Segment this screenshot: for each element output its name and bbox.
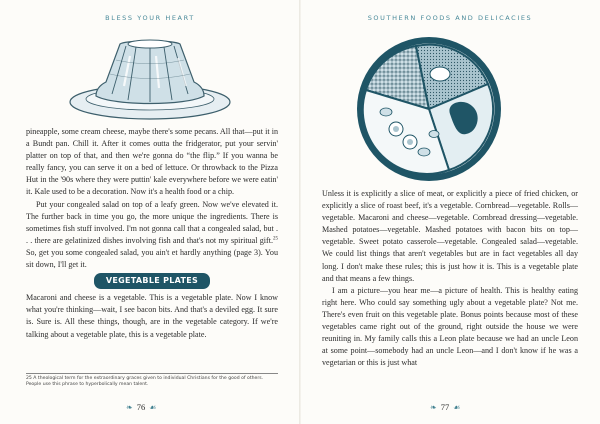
section-heading: VEGETABLE PLATES xyxy=(94,273,210,289)
paragraph xyxy=(26,199,278,272)
footnote: 25 A theological term for the extraordinary graces given to individual Christians for the good of others. People use this phrase to hyperbolically mean talent. xyxy=(26,376,264,388)
footnote-divider xyxy=(26,373,278,374)
folio-left xyxy=(126,402,156,412)
running-head-right: SOUTHERN FOODS AND DELICACIES xyxy=(367,14,533,22)
vegetable-plate-illustration xyxy=(354,34,504,184)
ornament-icon: ❧ xyxy=(126,402,133,412)
bundt-mold-salad-illustration xyxy=(66,36,234,122)
paragraph-text: So, get you some congealed salad, you ain't et hardly anything (page 3). You sit down, I'll get it. xyxy=(26,247,278,270)
running-head-left: BLESS YOUR HEART xyxy=(105,14,195,22)
footnote-ref: 25 xyxy=(273,236,278,242)
ornament-icon: ❧ xyxy=(430,402,437,412)
page-number: 77 xyxy=(440,402,450,412)
right-page xyxy=(300,0,600,424)
right-body-text xyxy=(322,188,578,369)
paragraph: I am a picture—you hear me—a picture of health. This is healthy eating right here. Who could say something ugly about a vegetable plate? Not me. There's even fruit on this vegetable plate. Bonus points because most of these vegetables came right out of the ground, right outside the house we were reuniting in. My family calls this a Leon plate because we had an uncle Leon at some point—somebody had an uncle Leon—and I don't know if he was a vegetarian or this is just what xyxy=(322,285,578,368)
paragraph-text: Put your congealed salad on top of a leafy green. Now we've elevated it. The further back in time you go, the more unique the ingredients. There is sometimes fish stuff involved. I'm not gonna call that a congealed salad, but . . . there are gelatinized dishes involving fish and that's not my spiritual gift. xyxy=(26,199,278,245)
paragraph: Macaroni and cheese is a vegetable. This is a vegetable plate. Now I know what you're thinking—wait, I see bacon bits. And that's a deviled egg. It sure is. Sure is. All these things, though, are in the vegetable category. If we're talking about a vegetable plate, this is a vegetable plate. xyxy=(26,293,278,339)
section-heading-wrap xyxy=(26,273,278,289)
ornament-icon: ☙ xyxy=(453,402,461,412)
left-body-text xyxy=(26,126,278,341)
page-number: 76 xyxy=(136,402,146,412)
folio-right xyxy=(430,402,460,412)
ornament-icon: ☙ xyxy=(149,402,157,412)
paragraph: pineapple, some cream cheese, maybe there's some pecans. All that—put it in a Bundt pan. Chill it. After it comes outta the fridgerator, put your servin' platter on top of that, and then we're gonna do “the flip.” If you wanna be really fancy, you can serve it on a bed of lettuce. Or throwback to the Pizza Hut in the '90s where they were puttin' kale everywhere before we were eatin' it. Kale used to be a decoration. Now it's a health food or a chip. xyxy=(26,127,278,197)
paragraph: Unless it is explicitly a slice of meat, or explicitly a piece of fried chicken, or explicitly a slice of roast beef, it's a vegetable. Cornbread—vegetable. Rolls—vegetable. Macaroni and cheese—vegetable. Cornbread dressing—vegetable. Mashed potatoes—vegetable. Mashed potatoes with bacon bits on top—vegetable. Sweet potato casserole—vegetable. Congealed salad—vegetable. We could list things that aren't vegetables but are in fact vegetables all day long. I don't make these rules; this is just how it is. This is a vegetable plate and that means a few things. xyxy=(322,189,578,283)
